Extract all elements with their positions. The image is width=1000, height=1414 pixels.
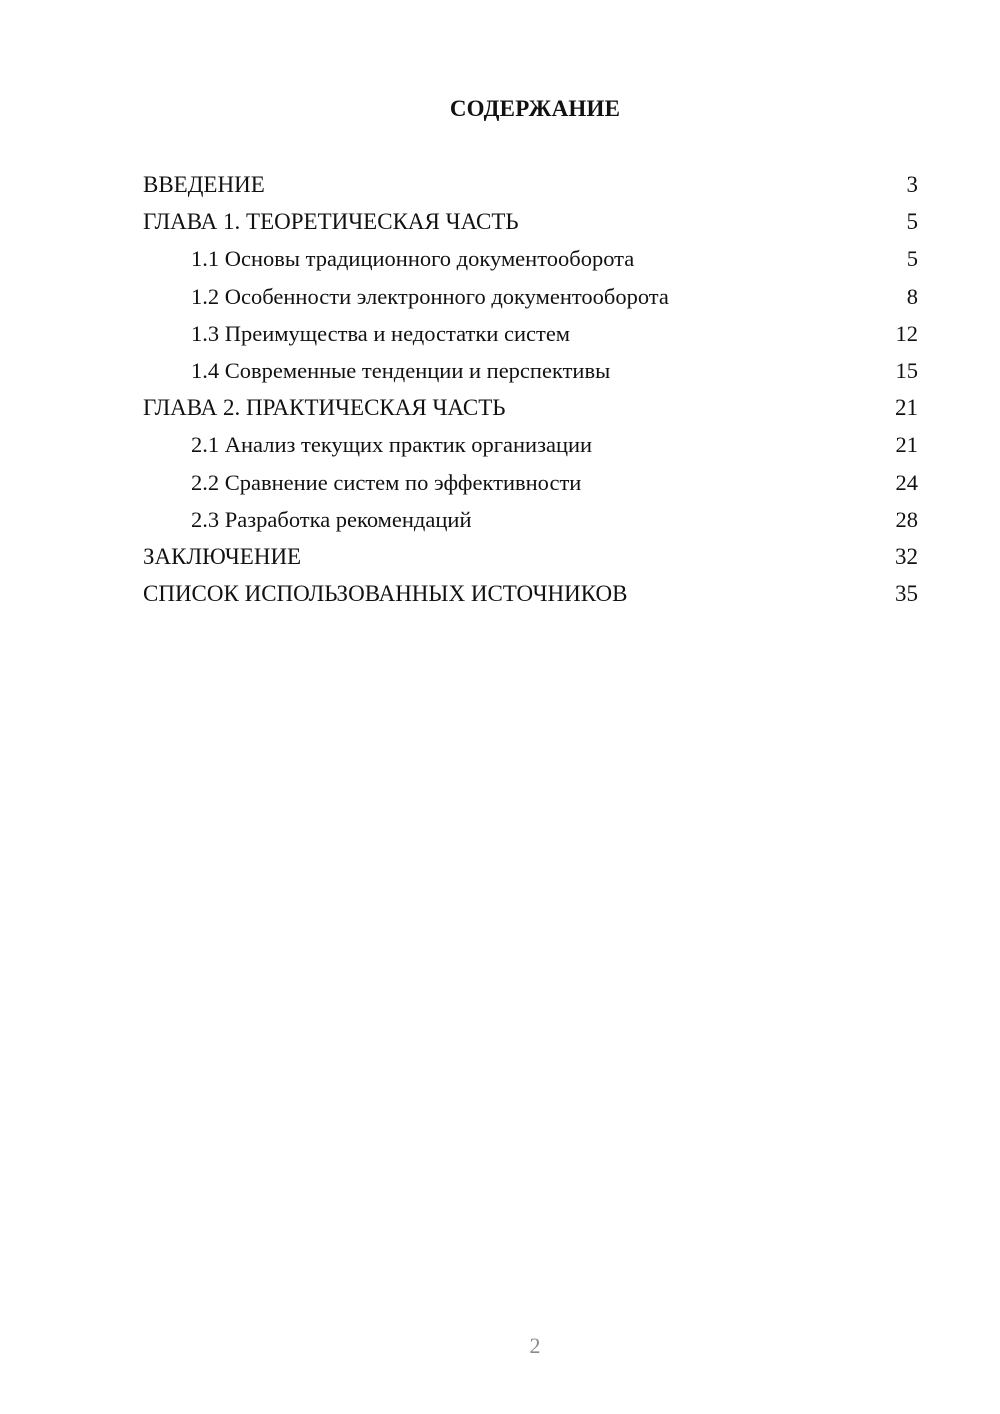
toc-entry-page: 28: [895, 506, 918, 532]
toc-entry-page: 21: [895, 432, 918, 458]
toc-entry-section-2-3: [143, 501, 918, 538]
toc-entry-chapter-1: [143, 203, 918, 240]
toc-entry-page: 3: [906, 172, 918, 197]
toc-entry-page: 35: [895, 581, 918, 607]
toc-entry-section-1-2: [143, 278, 918, 315]
table-of-contents: [143, 166, 918, 612]
toc-entry-page: 15: [895, 357, 918, 383]
toc-entry-text: СПИСОК ИСПОЛЬЗОВАННЫХ ИСТОЧНИКОВ: [143, 581, 628, 607]
toc-entry-text: ЗАКЛЮЧЕНИЕ: [143, 543, 302, 569]
toc-entry-section-1-4: [143, 352, 918, 389]
toc-entry-text: ГЛАВА 2. ПРАКТИЧЕСКАЯ ЧАСТЬ: [143, 395, 506, 421]
toc-entry-page: 12: [895, 320, 918, 346]
toc-entry-section-2-1: [143, 426, 918, 463]
toc-entry-page: 32: [895, 543, 918, 569]
toc-entry-page: 21: [895, 395, 918, 421]
toc-entry-introduction: [143, 166, 918, 203]
toc-entry-section-1-1: [143, 240, 918, 277]
toc-entry-text: 1.1 Основы традиционного документооборота: [191, 246, 635, 272]
toc-entry-text: 2.1 Анализ текущих практик организации: [191, 432, 593, 458]
toc-entry-text: 1.4 Современные тенденции и перспективы: [191, 357, 611, 383]
toc-entry-page: 5: [906, 246, 918, 272]
toc-entry-page: 24: [895, 469, 918, 495]
toc-entry-text: 1.3 Преимущества и недостатки систем: [191, 320, 571, 346]
toc-entry-text: 1.2 Особенности электронного документооборота: [191, 283, 669, 309]
toc-entry-chapter-2: [143, 389, 918, 426]
toc-entry-text: ГЛАВА 1. ТЕОРЕТИЧЕСКАЯ ЧАСТЬ: [143, 209, 519, 235]
toc-entry-references: [143, 575, 918, 612]
toc-entry-text: 2.2 Сравнение систем по эффективности: [191, 469, 582, 495]
toc-entry-section-2-2: [143, 464, 918, 501]
toc-entry-section-1-3: [143, 315, 918, 352]
toc-entry-conclusion: [143, 538, 918, 575]
page-title: СОДЕРЖАНИЕ: [449, 96, 621, 121]
page-number: 2: [529, 1333, 541, 1358]
toc-entry-page: 5: [906, 209, 918, 235]
toc-entry-text: 2.3 Разработка рекомендаций: [191, 506, 472, 532]
toc-entry-page: 8: [906, 283, 918, 309]
toc-entry-text: ВВЕДЕНИЕ: [143, 172, 265, 197]
